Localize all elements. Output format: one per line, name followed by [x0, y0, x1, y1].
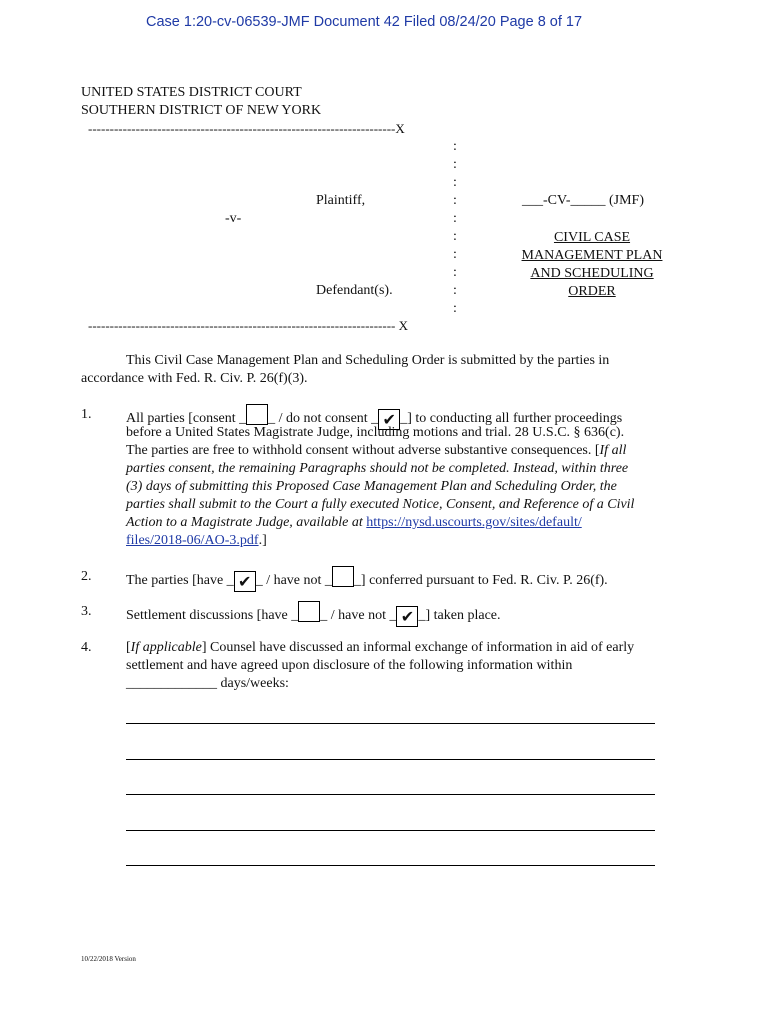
- colon: :: [453, 301, 457, 316]
- title-line: AND SCHEDULING: [530, 266, 654, 281]
- court-name: UNITED STATES DISTRICT COURT: [81, 85, 302, 100]
- version-footer: 10/22/2018 Version: [81, 955, 136, 963]
- item-number: 2.: [81, 569, 92, 584]
- colon: :: [453, 175, 457, 190]
- days-weeks-field[interactable]: _____________ days/weeks:: [126, 676, 289, 691]
- item-italic-text: If applicable: [130, 640, 202, 655]
- item-number: 4.: [81, 640, 92, 655]
- item-number: 1.: [81, 407, 92, 422]
- item-text: All parties [consent _: [126, 411, 247, 426]
- item-text-line: [126, 515, 582, 531]
- colon: :: [453, 265, 457, 280]
- case-header: Case 1:20-cv-06539-JMF Document 42 Filed 08/24/20 Page 8 of 17: [146, 14, 583, 30]
- item-text: [: [126, 640, 131, 655]
- settlement-line: [126, 601, 501, 627]
- blank-line[interactable]: [126, 759, 655, 760]
- intro-line: This Civil Case Management Plan and Scheduling Order is submitted by the parties in: [126, 353, 610, 368]
- not-consent-checkbox[interactable]: ✔: [378, 409, 400, 430]
- blank-line[interactable]: [126, 830, 655, 831]
- item-text-line: [126, 443, 626, 459]
- consent-checkbox[interactable]: [246, 404, 268, 425]
- item-italic-text: If all: [599, 443, 627, 458]
- blank-line[interactable]: [126, 794, 655, 795]
- item-text: ] Counsel have discussed an informal exchange of information in aid of early: [201, 640, 635, 655]
- colon: :: [453, 247, 457, 262]
- case-number: ___-CV-_____ (JMF): [522, 193, 644, 208]
- colon: :: [453, 283, 457, 298]
- plaintiff-label: Plaintiff,: [316, 193, 366, 208]
- colon: :: [453, 193, 457, 208]
- item-text: before a United States Magistrate Judge, including motions and trial. 28 U.S.C. § 636(c).: [126, 425, 625, 440]
- colon: :: [453, 211, 457, 226]
- document-title: [504, 229, 680, 301]
- settlement-have-checkbox[interactable]: [298, 601, 320, 622]
- colon: :: [453, 229, 457, 244]
- item-text: _ / have not _: [320, 608, 397, 623]
- defendant-label: Defendant(s).: [316, 283, 393, 298]
- district-name: SOUTHERN DISTRICT OF NEW YORK: [81, 103, 322, 118]
- item-text: _] conferred pursuant to Fed. R. Civ. P. 26(f).: [353, 573, 608, 588]
- intro-line: accordance with Fed. R. Civ. P. 26(f)(3).: [81, 371, 308, 386]
- item-text: _] to conducting all further proceedings: [400, 411, 623, 426]
- item-text: The parties [have _: [126, 573, 234, 588]
- colon: :: [453, 157, 457, 172]
- settlement-have-not-checkbox[interactable]: ✔: [396, 606, 418, 627]
- item-text: settlement and have agreed upon disclosure of the following information within: [126, 658, 573, 673]
- title-line: MANAGEMENT PLAN: [521, 248, 663, 263]
- item-italic-text: Action to a Magistrate Judge, available at: [126, 515, 367, 530]
- have-conferred-checkbox[interactable]: ✔: [234, 571, 256, 592]
- item-text: _] taken place.: [418, 608, 501, 623]
- have-not-conferred-checkbox[interactable]: [332, 566, 354, 587]
- item-text: _ / have not _: [255, 573, 332, 588]
- item-number: 3.: [81, 604, 92, 619]
- blank-line[interactable]: [126, 865, 655, 866]
- caption-dash-line-bottom: ----------------------------------------------------------------------- X: [88, 318, 409, 333]
- item-italic-text: (3) days of submitting this Proposed Case Management Plan and Scheduling Order, the: [126, 479, 617, 494]
- colon: :: [453, 139, 457, 154]
- ao3-form-link[interactable]: files/2018-06/AO-3.pdf: [126, 533, 259, 548]
- ao3-form-link[interactable]: https://nysd.uscourts.gov/sites/default/: [366, 515, 582, 530]
- title-line: ORDER: [568, 284, 616, 299]
- item-italic-text: parties consent, the remaining Paragraphs should not be completed. Instead, within three: [126, 461, 629, 476]
- item-italic-text: parties shall submit to the Court a fully executed Notice, Consent, and Reference of a Civil: [126, 497, 635, 512]
- blank-line[interactable]: [126, 723, 655, 724]
- item-text: Settlement discussions [have _: [126, 608, 299, 623]
- item-text: The parties are free to withhold consent without adverse substantive consequences. [: [126, 443, 600, 458]
- conferred-line: [126, 566, 608, 592]
- item-text: .]: [258, 533, 267, 548]
- caption-dash-line-top: -----------------------------------------------------------------------X: [88, 121, 405, 136]
- item-text-line: [126, 640, 634, 656]
- item-text-line: [126, 533, 267, 549]
- item-text: _ / do not consent _: [268, 411, 379, 426]
- versus-label: -v-: [225, 211, 242, 226]
- title-line: CIVIL CASE: [553, 230, 631, 245]
